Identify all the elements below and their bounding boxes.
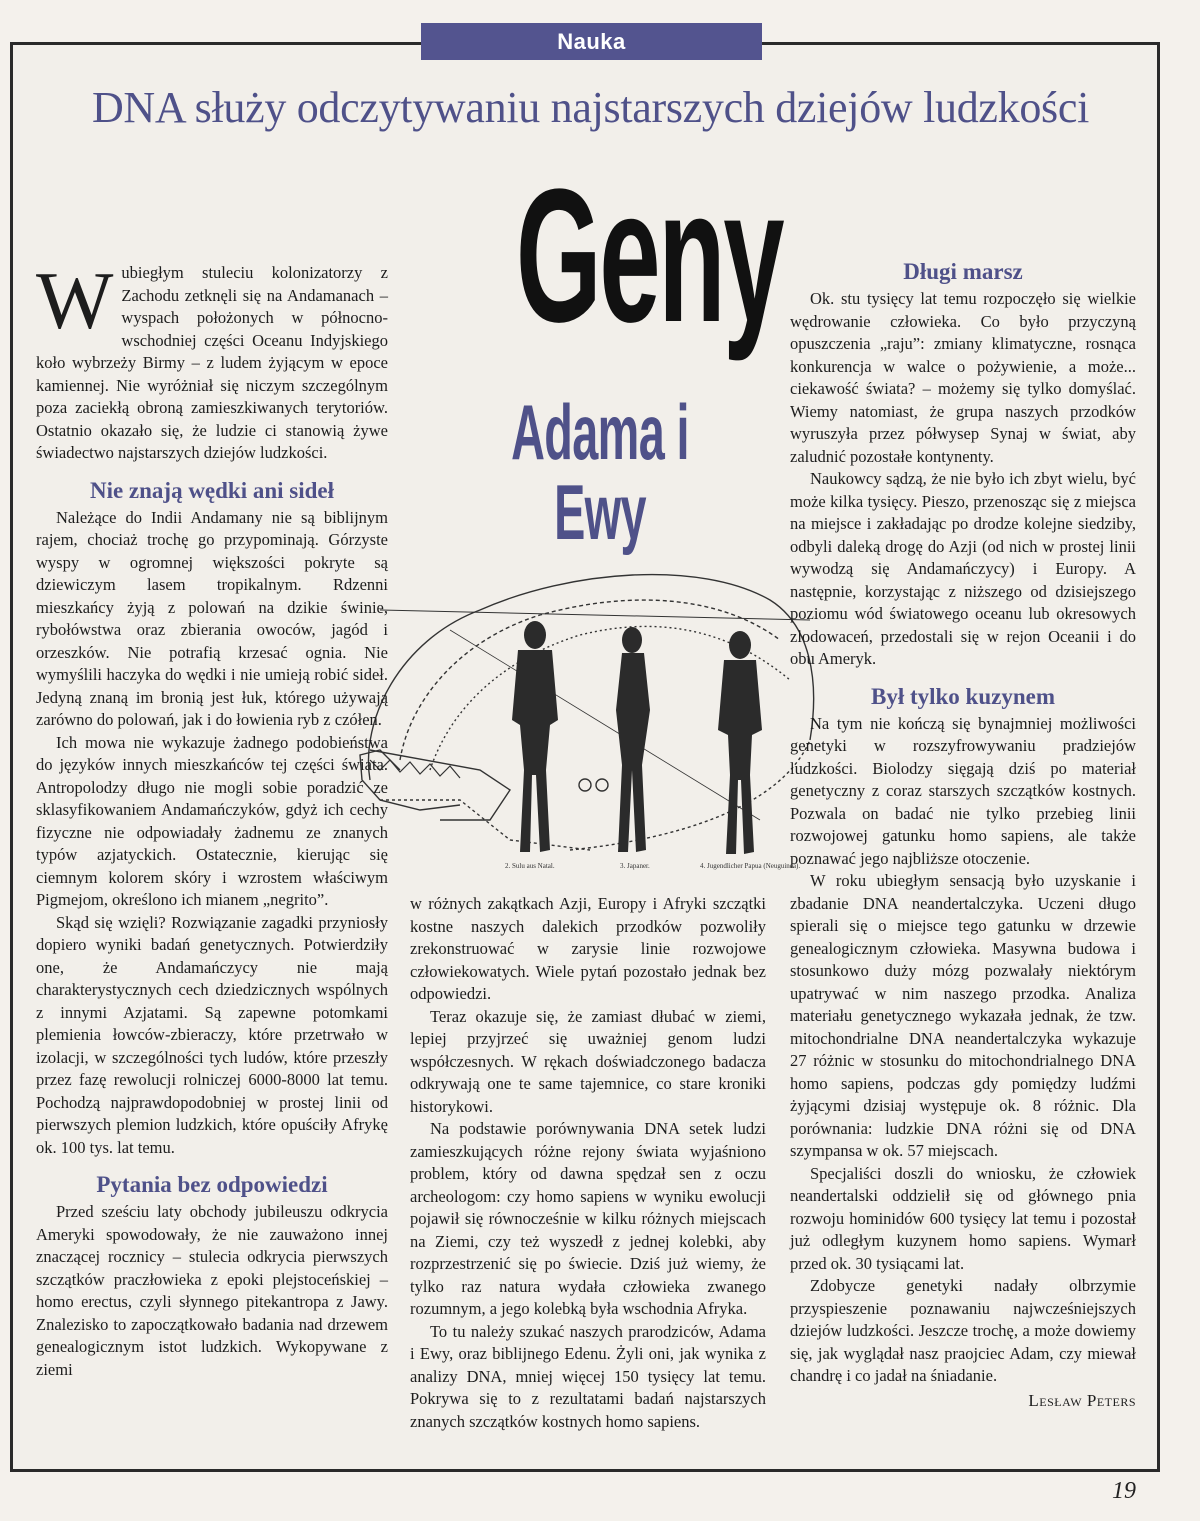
paragraph: w różnych zakątkach Azji, Europy i Afryki szczątki kostne naszych dalekich przodków pozwoliły zrekonstruować w zarysie linie rozwojowe człowiekowatych. Wiele pytań pozostało jednak bez odpowiedzi. [410,894,766,1003]
paragraph: Na tym nie kończą się bynajmniej możliwości genetyki w rozszyfrowywaniu pradziejów ludzkości. Biolodzy sięgają dziś po materiał genetyczny z coraz starszych szczątków kostnych. Pozwala on badać nie tylko przebieg linii rozwojowej gatunku homo sapiens, ale także poznawać jego najbliższe otoczenie. [790,713,1136,868]
heading-nie-znaja-wedki: Nie znają wędki ani sideł [89,477,335,503]
article-kicker: DNA służy odczytywaniu najstarszych dziejów ludzkości [91,83,1090,132]
page-number: 19 [1112,1478,1136,1504]
paragraph: Zdobycze genetyki nadały olbrzymie przyspieszenie poznawaniu najwcześniejszych dziejów ludzkości. Jeszcze trochę, a może dowiemy się, jak wyglądał nasz praojciec Adam, czy miewał chandrę i co jadał na śniadanie. [790,1276,1136,1385]
paragraph: Ich mowa nie wykazuje żadnego podobieństwa do języków innych mieszkańców tej części świata. Antropolodzy długo nie mogli sobie poradzić ze sklasyfikowaniem Andamańczyków, gdyż ich cechy fizyczne nie odpowiadały żadnemu ze znanych typów azjatyckich. Ostatecznie, kierując się ciemnym kolorem skóry i wzrostem właściwym Pigmejom, określono ich mianem „negrito”. [36,732,388,909]
skull-and-figures-illustration [340,520,840,880]
caption-figure-1: 2. Sulu aus Natal. [505,862,555,870]
paragraph: Ok. stu tysięcy lat temu rozpoczęło się wielkie wędrowanie człowieka. Co było przyczyną opuszczenia „raju”: zmiany klimatyczne, rosnąca konkurencja w walce o pożywienie, a może... ciekawość świata? – możemy się tylko domyślać. Wiemy natomiast, że grupa naszych przodków wyruszyła przez półwysep Synaj w świat, aby zaludnić pozostałe kontynenty. [790,289,1136,466]
right-column [790,258,1136,1412]
paragraph: Teraz okazuje się, że zamiast dłubać w ziemi, lepiej przyjrzeć się uważniej genom ludzi współczesnych. W rękach doświadczonego badacza odkrywają one te same tajemnice, co stare kroniki historykowi. [410,1006,766,1116]
heading-byl-tylko-kuzynem: Był tylko kuzynem [870,683,1056,709]
paragraph: W roku ubiegłym sensacją było uzyskanie i zbadanie DNA neandertalczyka. Uczeni długo spierali się o miejsce tego gatunku w drzewie genealogicznym człowieka. Masywna budowa i stosunkowo duży mózg pozwalały niektórym upatrywać w nim naszego przodka. Analiza materiału genetycznego wykazała jednak, że tzw. mitochondrialne DNA neandertalczyka wykazuje 27 różnic w stosunku do mitochondrialnego DNA homo sapiens, podczas gdy pomiędzy ludźmi żyjącymi dzisiaj występuje ok. 8 różnic. Dla porównania: ludzkie DNA różni się od DNA szympansa w ok. 57 miejscach. [790,871,1136,1160]
intro-paragraph: Wubiegłym stuleciu kolonizatorzy z Zachodu zetknęli się na Andamanach – wyspach położonych w północno-wschodniej części Oceanu Indyjskiego koło wybrzeży Birmy – z ludem żyjącym w epoce kamiennej. Nie wyróżniał się niczym szczególnym poza zaciekłą obroną zamieszkiwanych terytoriów. Ostatnio okazało się, że ludzie ci stanowią żywe świadectwo najstarszych dziejów ludzkości. [36,255,388,462]
paragraph: Na podstawie porównywania DNA setek ludzi zamieszkujących różne rejony świata wyjaśniono problem, który od dawna spędzał sen z oczu archeologom: czy homo sapiens w wyniku ewolucji pojawił się równocześnie w kilku różnych miejscach na Ziemi, czy też wyszedł z jednej kolebki, aby rozprzestrzenić się po świecie. Dziś już wiemy, że tylko raz natura wydała człowieka zwanego rozumnym, a jego kolebką była wschodnia Afryka. [410,1119,766,1318]
paragraph: Naukowcy sądzą, że nie było ich zbyt wielu, być może kilka tysięcy. Pieszo, przenosząc się z miejsca na miejsce i zakładając po drodze kolejne siedziby, odbyli daleką drogę do Azji (od nich w prostej linii wywodzą się Andamańczycy) i Europy. A następnie, korzystając z niższego od dzisiejszego poziomu wód światowego oceanu lub okresowych zlodowaceń, przedostali się w rejon Oceanii i do obu Ameryk. [790,469,1136,668]
article-title: Geny [515,150,783,362]
caption-figure-3: 4. Jugendlicher Papua (Neuguinea). [700,862,801,870]
paragraph: Skąd się wzięli? Rozwiązanie zagadki przyniosły dopiero wyniki badań genetycznych. Potwierdziły one, że Andamańczycy nie mają charakterystycznych cech dziedzicznych wspólnych z innymi Azjatami. Są zapewne potomkami plemienia łowców-zbieraczy, które przetrwało w izolacji, w szczególności tych ludów, które przeszły przez fazę rewolucji rolniczej 6000-8000 lat temu. Pochodzą najprawdopodobniej w prostej linii od pierwszych plemion ludzkich, które opuściły Afrykę ok. 100 tys. lat temu. [36,912,388,1157]
article-subtitle: Adama i Ewy [511,388,689,556]
paragraph: Specjaliści doszli do wniosku, że człowiek neandertalski oddzielił się od głównego pnia rozwoju hominidów 600 tysięcy lat temu i pozostał już odległym kuzynem homo sapiens. Wymarł przed ok. 30 tysiącami lat. [790,1163,1136,1273]
paragraph: To tu należy szukać naszych prarodziców, Adama i Ewy, oraz biblijnego Edenu. Żyli oni, jak wynika z analizy DNA, mniej więcej 150 tysięcy lat temu. Pokrywa się to z rezultatami badań najstarszych znanych szczątków kostnych homo sapiens. [410,1321,766,1431]
section-label: Nauka [421,23,762,60]
paragraph: Należące do Indii Andamany nie są biblijnym rajem, chociaż trochę go przypominają. Górzyste wyspy w ogromnej większości pokryte są dziewiczym lasem tropikalnym. Rdzenni mieszkańcy żyją z polowań na dzikie świnie, rybołówstwa oraz zbierania owoców, jagód i orzeszków. Nie potrafią krzesać ognia. Nie wymyślili haczyka do wędki i nie umieją robić sideł. Jedyną znaną im bronią jest łuk, którego używają zarówno do polowań, jak i do łowienia ryb z czółen. [36,507,388,729]
drop-cap: W [36,255,114,346]
caption-figure-2: 3. Japaner. [620,862,650,870]
left-column [36,255,388,1381]
middle-column [410,893,766,1433]
heading-dlugi-marsz: Długi marsz [903,259,1023,284]
author-signature: Lesław Peters [1028,1390,1136,1410]
heading-pytania-bez-odpowiedzi: Pytania bez odpowiedzi [96,1172,328,1197]
paragraph: Przed sześciu laty obchody jubileuszu odkrycia Ameryki spowodowały, że nie zauważono innej znaczącej rocznicy – stulecia odkrycia pierwszych szczątków praczłowieka z epoki plejstoceńskiej – homo erectus, czyli słynnego pitekantropa z Jawy. Znalezisko to zapoczątkowało badania nad drzewem genealogicznym istot ludzkich. Wykopywane z ziemi [36,1202,388,1379]
